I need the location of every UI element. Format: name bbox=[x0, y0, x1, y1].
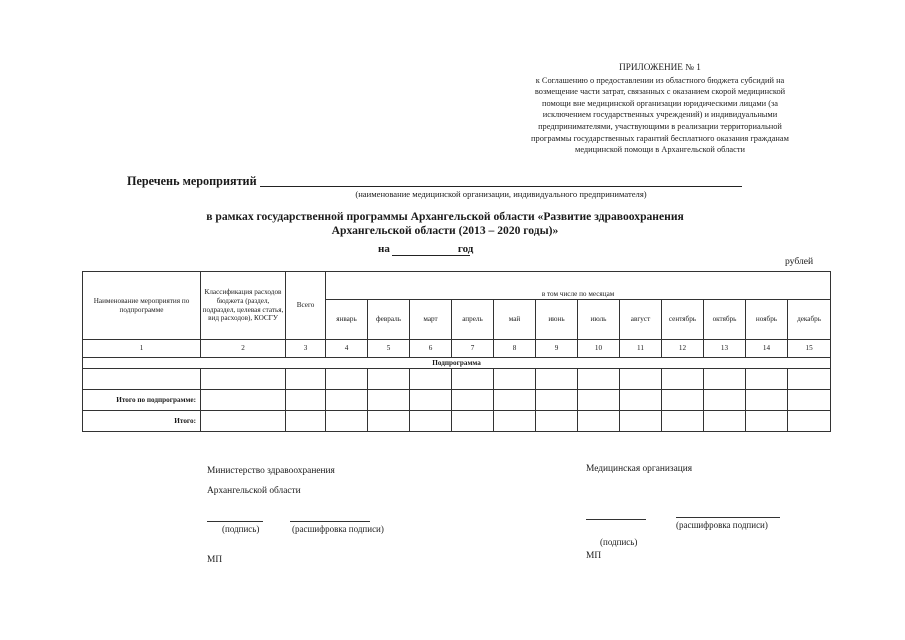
table-cell[interactable] bbox=[201, 369, 286, 390]
table-cell[interactable] bbox=[746, 390, 788, 411]
table-cell[interactable] bbox=[578, 390, 620, 411]
medical-org-decode-line bbox=[676, 517, 780, 518]
table-cell[interactable] bbox=[410, 369, 452, 390]
table-cell[interactable] bbox=[286, 390, 326, 411]
column-number: 14 bbox=[746, 340, 788, 358]
ministry-decode-line bbox=[290, 521, 370, 522]
medical-org-signature-line bbox=[586, 519, 646, 520]
table-cell[interactable] bbox=[326, 369, 368, 390]
appendix-line: программы государственных гарантий бесплатного оказания гражданам bbox=[531, 133, 789, 143]
ministry-stamp-place: МП bbox=[207, 555, 223, 565]
medical-org-stamp-place: МП bbox=[586, 551, 602, 561]
ministry-name-line2: Архангельской области bbox=[207, 486, 301, 496]
table-cell[interactable] bbox=[620, 369, 662, 390]
month-header: ноябрь bbox=[746, 300, 788, 340]
table-cell[interactable] bbox=[452, 369, 494, 390]
column-number: 2 bbox=[201, 340, 286, 358]
program-title bbox=[160, 210, 730, 238]
table-cell[interactable] bbox=[746, 411, 788, 432]
column-number: 15 bbox=[788, 340, 831, 358]
subprogram-label: Подпрограмма bbox=[83, 358, 831, 369]
appendix-line: возмещение части затрат, связанных с оказанием скорой медицинской bbox=[534, 87, 786, 97]
month-header: апрель bbox=[452, 300, 494, 340]
table-cell[interactable] bbox=[201, 411, 286, 432]
table-cell[interactable] bbox=[452, 411, 494, 432]
column-number: 9 bbox=[536, 340, 578, 358]
header-row-1 bbox=[83, 272, 831, 300]
table-cell[interactable] bbox=[368, 411, 410, 432]
column-number: 12 bbox=[662, 340, 704, 358]
medical-org-signature-hint: (подпись) bbox=[600, 537, 638, 547]
appendix-line: помощи вне медицинской организации юридическими лицами (за bbox=[541, 98, 779, 108]
medical-org-label: Медицинская организация bbox=[586, 464, 693, 474]
month-header: январь bbox=[326, 300, 368, 340]
table-cell[interactable] bbox=[704, 369, 746, 390]
ministry-name-line1: Министерство здравоохранения bbox=[207, 466, 335, 476]
appendix-line: предпринимателями, участвующими в реализации территориальной bbox=[538, 121, 782, 131]
org-name-field-line bbox=[260, 186, 742, 187]
table-cell[interactable] bbox=[410, 411, 452, 432]
table-cell[interactable] bbox=[788, 390, 831, 411]
table-cell[interactable] bbox=[704, 390, 746, 411]
column-number: 7 bbox=[452, 340, 494, 358]
appendix-line: исключением государственных учреждений) и индивидуальными bbox=[542, 110, 778, 120]
table-cell[interactable] bbox=[578, 411, 620, 432]
table-cell[interactable] bbox=[536, 411, 578, 432]
month-header: июнь bbox=[536, 300, 578, 340]
month-header: сентябрь bbox=[662, 300, 704, 340]
currency-label: рублей bbox=[785, 256, 814, 267]
appendix-line: медицинской помощи в Архангельской области bbox=[575, 145, 745, 155]
column-number: 8 bbox=[494, 340, 536, 358]
appendix-title: ПРИЛОЖЕНИЕ № 1 bbox=[619, 62, 701, 72]
table-cell[interactable] bbox=[536, 390, 578, 411]
table-cell[interactable] bbox=[368, 390, 410, 411]
column-number: 13 bbox=[704, 340, 746, 358]
month-header: декабрь bbox=[788, 300, 831, 340]
ministry-signature-line bbox=[207, 521, 263, 522]
column-numbers-row bbox=[83, 340, 831, 358]
program-title-line: в рамках государственной программы Архангельской области «Развитие здравоохранения bbox=[206, 210, 684, 223]
org-name-hint: (наименование медицинской организации, индивидуального предпринимателя) bbox=[355, 189, 647, 199]
month-header: август bbox=[620, 300, 662, 340]
col-header-months-group: в том числе по месяцам bbox=[326, 272, 831, 300]
table-cell[interactable] bbox=[494, 390, 536, 411]
table-cell[interactable] bbox=[201, 390, 286, 411]
table-cell[interactable] bbox=[494, 369, 536, 390]
table-row bbox=[83, 369, 831, 390]
table-cell[interactable] bbox=[286, 369, 326, 390]
total-row bbox=[83, 411, 831, 432]
ministry-signature-hint: (подпись) bbox=[222, 524, 260, 534]
table-cell[interactable] bbox=[788, 411, 831, 432]
column-number: 4 bbox=[326, 340, 368, 358]
table-cell[interactable] bbox=[662, 411, 704, 432]
ministry-decode-hint: (расшифровка подписи) bbox=[292, 524, 384, 534]
month-header: май bbox=[494, 300, 536, 340]
table-cell[interactable] bbox=[620, 411, 662, 432]
column-number: 1 bbox=[83, 340, 201, 358]
table-cell[interactable] bbox=[620, 390, 662, 411]
table-cell[interactable] bbox=[368, 369, 410, 390]
appendix-line: к Соглашению о предоставлении из областного бюджета субсидий на bbox=[535, 75, 785, 85]
table-cell[interactable] bbox=[410, 390, 452, 411]
appendix-block bbox=[495, 62, 825, 156]
month-header: июль bbox=[578, 300, 620, 340]
month-header: март bbox=[410, 300, 452, 340]
col-header-total: Всего bbox=[286, 272, 326, 340]
subtotal-label: Итого по подпрограмме: bbox=[83, 390, 201, 411]
table-cell[interactable] bbox=[83, 369, 201, 390]
year-label bbox=[378, 243, 473, 255]
column-number: 11 bbox=[620, 340, 662, 358]
program-title-line: Архангельской области (2013 – 2020 годы)» bbox=[331, 224, 559, 237]
table-cell[interactable] bbox=[286, 411, 326, 432]
column-number: 10 bbox=[578, 340, 620, 358]
measures-table bbox=[82, 271, 831, 432]
month-header: февраль bbox=[368, 300, 410, 340]
table-cell[interactable] bbox=[326, 390, 368, 411]
column-number: 3 bbox=[286, 340, 326, 358]
table-cell[interactable] bbox=[788, 369, 831, 390]
table-cell[interactable] bbox=[662, 369, 704, 390]
subprogram-row bbox=[83, 358, 831, 369]
table-cell[interactable] bbox=[578, 369, 620, 390]
col-header-classification: Классификация расходов бюджета (раздел, подраздел, целевая статья, вид расходов), КОСГУ bbox=[201, 272, 286, 340]
table-cell[interactable] bbox=[704, 411, 746, 432]
year-field-line bbox=[392, 255, 470, 256]
column-number: 5 bbox=[368, 340, 410, 358]
month-header: октябрь bbox=[704, 300, 746, 340]
table-cell[interactable] bbox=[662, 390, 704, 411]
year-prefix: на bbox=[378, 243, 390, 255]
year-suffix: год bbox=[457, 243, 474, 255]
subtotal-row bbox=[83, 390, 831, 411]
table-cell[interactable] bbox=[452, 390, 494, 411]
table-cell[interactable] bbox=[536, 369, 578, 390]
col-header-name: Наименование мероприятия по подпрограмме bbox=[83, 272, 201, 340]
column-number: 6 bbox=[410, 340, 452, 358]
table-cell[interactable] bbox=[326, 411, 368, 432]
medical-org-decode-hint: (расшифровка подписи) bbox=[676, 520, 768, 530]
list-label: Перечень мероприятий bbox=[127, 174, 257, 188]
total-label: Итого: bbox=[83, 411, 201, 432]
table-cell[interactable] bbox=[494, 411, 536, 432]
table-cell[interactable] bbox=[746, 369, 788, 390]
